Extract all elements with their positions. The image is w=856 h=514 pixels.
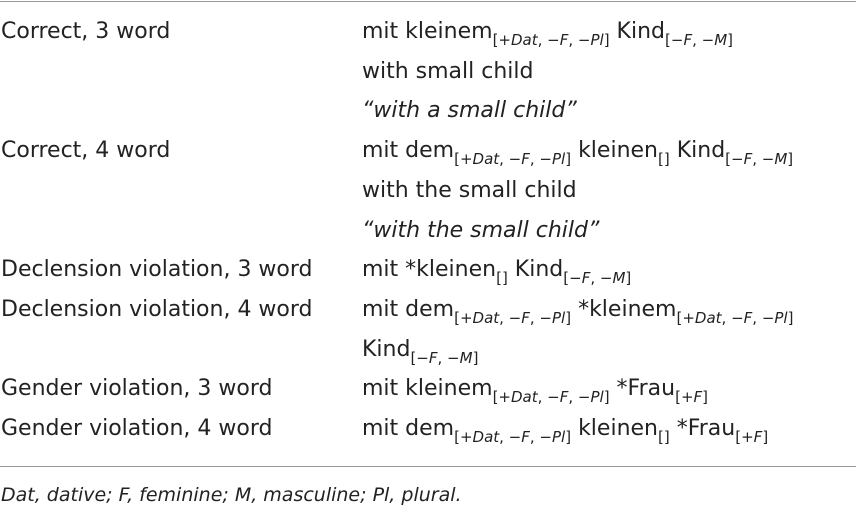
feature-subscript <box>665 31 733 49</box>
subscript-italic-run: Pl <box>552 309 566 327</box>
subscript-run: [] <box>496 269 508 287</box>
example-line <box>362 92 577 130</box>
subscript-italic-run: Pl <box>590 388 604 406</box>
feature-subscript <box>454 150 571 168</box>
feature-subscript <box>676 309 793 327</box>
feature-subscript <box>454 309 571 327</box>
text-run: Kind <box>507 257 564 282</box>
subscript-italic-run: Dat <box>472 309 500 327</box>
text-run: mit dem <box>362 297 455 322</box>
subscript-run: [− <box>410 349 429 367</box>
subscript-italic-run: M <box>714 31 728 49</box>
subscript-run: , − <box>537 388 560 406</box>
text-run: with the small child <box>362 178 577 203</box>
subscript-run: , − <box>499 150 522 168</box>
subscript-run: , − <box>529 309 552 327</box>
text-run: with small child <box>362 59 534 84</box>
example-line <box>362 410 768 449</box>
table-row-continuation <box>0 92 856 130</box>
subscript-run: [+ <box>454 428 473 446</box>
subscript-run: , − <box>499 428 522 446</box>
feature-subscript <box>410 349 478 367</box>
example-line <box>362 291 793 330</box>
subscript-run: ] <box>762 428 769 446</box>
subscript-run: ] <box>787 150 794 168</box>
text-run: Kind <box>669 138 726 163</box>
example-line <box>362 212 599 250</box>
example-line <box>362 370 708 409</box>
table-row <box>0 13 856 51</box>
subscript-run: [+ <box>492 388 511 406</box>
subscript-italic-run: F <box>428 349 438 367</box>
subscript-run: [+ <box>454 309 473 327</box>
subscript-run: [− <box>563 269 582 287</box>
text-run: *kleinem <box>571 297 677 322</box>
italic-run: “with the small child” <box>362 218 600 243</box>
table-top-rule <box>0 1 856 2</box>
subscript-italic-run: M <box>612 269 626 287</box>
condition-label: Gender violation, 3 word <box>1 376 273 401</box>
subscript-run: , − <box>499 309 522 327</box>
table-row-continuation <box>0 53 856 91</box>
text-run: *Frau <box>669 416 736 441</box>
subscript-run: ] <box>472 349 479 367</box>
subscript-run: [− <box>665 31 684 49</box>
example-line <box>362 132 793 171</box>
subscript-italic-run: Pl <box>552 428 566 446</box>
italic-run: “with a small child” <box>362 98 577 123</box>
example-line <box>362 53 534 91</box>
table-row <box>0 410 856 448</box>
subscript-run: [− <box>725 150 744 168</box>
subscript-italic-run: Pl <box>552 150 566 168</box>
example-line <box>362 251 631 290</box>
subscript-italic-run: Pl <box>590 31 604 49</box>
subscript-run: [] <box>658 428 670 446</box>
text-run: mit kleinem <box>362 376 493 401</box>
subscript-run: [+ <box>676 309 695 327</box>
subscript-run: [] <box>658 150 670 168</box>
subscript-run: , − <box>529 150 552 168</box>
feature-subscript <box>493 31 610 49</box>
feature-subscript <box>496 269 508 287</box>
feature-subscript <box>454 428 571 446</box>
table-row-continuation <box>0 212 856 250</box>
subscript-run: , − <box>568 31 591 49</box>
table-footnote: Dat, dative; F, feminine; M, masculine; Pl, plural. <box>1 484 462 506</box>
text-run: kleinen <box>571 138 658 163</box>
text-run: mit dem <box>362 138 455 163</box>
subscript-run: , − <box>752 309 775 327</box>
feature-subscript <box>563 269 631 287</box>
table-row-continuation <box>0 172 856 210</box>
subscript-italic-run: Dat <box>694 309 722 327</box>
table-row <box>0 291 856 329</box>
subscript-italic-run: F <box>559 31 569 49</box>
table-row <box>0 251 856 289</box>
subscript-italic-run: Dat <box>511 388 538 406</box>
subscript-run: , − <box>721 309 744 327</box>
subscript-run: , − <box>529 428 552 446</box>
subscript-run: ] <box>603 31 610 49</box>
subscript-italic-run: Dat <box>472 150 500 168</box>
subscript-italic-run: F <box>743 150 753 168</box>
text-run: *Frau <box>609 376 676 401</box>
subscript-italic-run: F <box>521 428 530 446</box>
subscript-italic-run: Dat <box>511 31 538 49</box>
table-row-continuation <box>0 331 856 369</box>
subscript-run: [+ <box>735 428 754 446</box>
subscript-run: [+ <box>675 388 694 406</box>
subscript-italic-run: M <box>774 150 788 168</box>
text-run: Kind <box>362 337 411 362</box>
subscript-run: ] <box>565 309 572 327</box>
subscript-run: ] <box>565 150 572 168</box>
subscript-run: ] <box>702 388 709 406</box>
condition-label: Declension violation, 3 word <box>1 257 313 282</box>
subscript-run: , − <box>752 150 775 168</box>
feature-subscript <box>735 428 768 446</box>
text-run: mit dem <box>362 416 455 441</box>
subscript-italic-run: F <box>743 309 753 327</box>
feature-subscript <box>658 150 670 168</box>
feature-subscript <box>675 388 708 406</box>
subscript-run: [+ <box>454 150 473 168</box>
subscript-run: ] <box>727 31 733 49</box>
subscript-run: [+ <box>492 31 511 49</box>
table-row <box>0 132 856 170</box>
condition-label: Correct, 4 word <box>1 138 171 163</box>
subscript-run: ] <box>625 269 632 287</box>
feature-subscript <box>658 428 670 446</box>
subscript-run: , − <box>537 31 560 49</box>
subscript-italic-run: F <box>559 388 569 406</box>
feature-subscript <box>725 150 793 168</box>
example-line <box>362 331 478 370</box>
feature-subscript <box>493 388 610 406</box>
subscript-run: , − <box>590 269 613 287</box>
text-run: kleinen <box>571 416 658 441</box>
table-row <box>0 370 856 408</box>
subscript-italic-run: F <box>521 309 530 327</box>
subscript-italic-run: F <box>753 428 763 446</box>
table-bottom-rule <box>0 466 856 467</box>
subscript-run: ] <box>565 428 572 446</box>
subscript-italic-run: F <box>581 269 591 287</box>
text-run: mit kleinem <box>362 19 493 44</box>
condition-label: Declension violation, 4 word <box>1 297 313 322</box>
subscript-italic-run: F <box>521 150 530 168</box>
subscript-run: , − <box>692 31 715 49</box>
subscript-run: , − <box>568 388 591 406</box>
subscript-italic-run: M <box>459 349 473 367</box>
text-run: Kind <box>609 19 666 44</box>
subscript-italic-run: Pl <box>774 309 788 327</box>
condition-label: Correct, 3 word <box>1 19 171 44</box>
subscript-run: , − <box>437 349 460 367</box>
subscript-italic-run: F <box>693 388 703 406</box>
subscript-run: ] <box>787 309 794 327</box>
subscript-italic-run: F <box>683 31 693 49</box>
text-run: mit *kleinen <box>362 257 497 282</box>
condition-label: Gender violation, 4 word <box>1 416 273 441</box>
subscript-italic-run: Dat <box>472 428 500 446</box>
example-line <box>362 13 733 52</box>
example-line <box>362 172 577 210</box>
subscript-run: ] <box>603 388 610 406</box>
